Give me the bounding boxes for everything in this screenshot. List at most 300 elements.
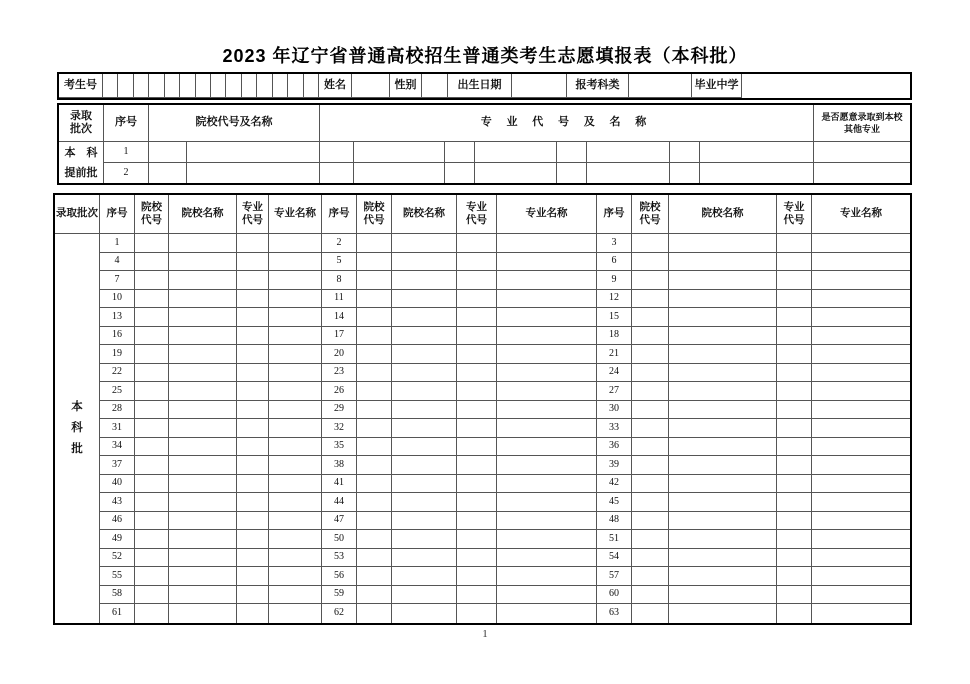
input-cell	[812, 549, 910, 568]
seq-cell: 61	[100, 604, 135, 623]
input-cell	[357, 567, 392, 586]
input-cell	[812, 567, 910, 586]
input-cell	[475, 142, 557, 163]
input-cell	[497, 586, 597, 605]
seq-cell: 36	[597, 438, 632, 457]
input-cell	[392, 308, 457, 327]
input-cell	[632, 234, 669, 253]
early-batch-label: 本 科 提前批	[59, 142, 104, 183]
input-cell	[135, 419, 169, 438]
input-cell	[357, 290, 392, 309]
input-cell	[812, 327, 910, 346]
input-cell	[669, 419, 777, 438]
seq-cell: 14	[322, 308, 357, 327]
seq-cell: 29	[322, 401, 357, 420]
input-cell	[357, 549, 392, 568]
input-cell	[632, 493, 669, 512]
input-cell	[357, 475, 392, 494]
input-cell	[777, 382, 812, 401]
input-cell	[777, 327, 812, 346]
input-cell	[357, 512, 392, 531]
input-cell	[445, 142, 475, 163]
seq-header: 序号	[104, 105, 149, 142]
seq-cell: 39	[597, 456, 632, 475]
inst-code-header: 院校 代号	[135, 195, 169, 234]
input-cell	[669, 290, 777, 309]
inst-name-header: 院校名称	[392, 195, 457, 234]
input-cell	[392, 253, 457, 272]
input-cell	[812, 456, 910, 475]
input-cell	[269, 345, 322, 364]
input-cell	[632, 327, 669, 346]
seq-cell: 38	[322, 456, 357, 475]
input-cell	[169, 419, 237, 438]
seq-cell: 24	[597, 364, 632, 383]
candidate-no-label: 考生号	[59, 74, 103, 98]
seq-cell: 52	[100, 549, 135, 568]
school-label: 毕业中学	[692, 74, 742, 98]
seq-cell: 22	[100, 364, 135, 383]
input-cell	[392, 327, 457, 346]
candidate-no-box	[165, 74, 180, 97]
input-cell	[135, 327, 169, 346]
seq-cell: 56	[322, 567, 357, 586]
input-cell	[777, 419, 812, 438]
input-cell	[812, 234, 910, 253]
candidate-info-table	[57, 72, 912, 100]
inst-name-header: 院校名称	[669, 195, 777, 234]
input-cell	[392, 512, 457, 531]
input-cell	[237, 549, 269, 568]
seq-cell: 57	[597, 567, 632, 586]
seq-cell: 1	[100, 234, 135, 253]
input-cell	[632, 401, 669, 420]
seq-cell: 58	[100, 586, 135, 605]
birthdate-field	[512, 74, 567, 98]
input-cell	[669, 308, 777, 327]
input-cell	[357, 253, 392, 272]
input-cell	[135, 271, 169, 290]
input-cell	[269, 456, 322, 475]
input-cell	[457, 586, 497, 605]
seq-cell: 47	[322, 512, 357, 531]
seq-cell: 31	[100, 419, 135, 438]
input-cell	[632, 512, 669, 531]
seq-cell: 25	[100, 382, 135, 401]
input-cell	[169, 345, 237, 364]
input-cell	[632, 586, 669, 605]
input-cell	[457, 345, 497, 364]
input-cell	[357, 586, 392, 605]
input-cell	[632, 271, 669, 290]
input-cell	[812, 290, 910, 309]
input-cell	[457, 530, 497, 549]
form-title: 2023 年辽宁省普通高校招生普通类考生志愿填报表（本科批）	[222, 46, 748, 66]
input-cell	[237, 308, 269, 327]
input-cell	[357, 234, 392, 253]
input-cell	[392, 456, 457, 475]
input-cell	[812, 493, 910, 512]
inst-code-header: 院校 代号	[357, 195, 392, 234]
input-cell	[812, 364, 910, 383]
input-cell	[777, 512, 812, 531]
input-cell	[169, 308, 237, 327]
major-code-header: 专业 代号	[237, 195, 269, 234]
input-cell	[169, 327, 237, 346]
seq-cell: 40	[100, 475, 135, 494]
batch-header: 录取 批次	[59, 105, 104, 142]
birthdate-label: 出生日期	[448, 74, 512, 98]
input-cell	[700, 142, 814, 163]
candidate-no-box	[288, 74, 303, 97]
input-cell	[269, 549, 322, 568]
input-cell	[169, 271, 237, 290]
input-cell	[392, 586, 457, 605]
input-cell	[269, 567, 322, 586]
seq-cell: 59	[322, 586, 357, 605]
input-cell	[777, 438, 812, 457]
input-cell	[497, 604, 597, 623]
input-cell	[169, 364, 237, 383]
input-cell	[169, 253, 237, 272]
input-cell	[457, 327, 497, 346]
input-cell	[812, 419, 910, 438]
major-name-header: 专业名称	[497, 195, 597, 234]
input-cell	[357, 345, 392, 364]
input-cell	[169, 290, 237, 309]
input-cell	[777, 401, 812, 420]
seq-cell: 33	[597, 419, 632, 438]
input-cell	[135, 234, 169, 253]
input-cell	[169, 530, 237, 549]
candidate-no-box	[180, 74, 195, 97]
input-cell	[632, 438, 669, 457]
seq-cell: 32	[322, 419, 357, 438]
input-cell	[169, 382, 237, 401]
input-cell	[169, 567, 237, 586]
input-cell	[777, 549, 812, 568]
input-cell	[812, 530, 910, 549]
candidate-no-box	[134, 74, 149, 97]
input-cell	[269, 586, 322, 605]
input-cell	[135, 456, 169, 475]
input-cell	[777, 493, 812, 512]
input-cell	[392, 419, 457, 438]
input-cell	[812, 438, 910, 457]
input-cell	[497, 512, 597, 531]
input-cell	[169, 512, 237, 531]
input-cell	[812, 271, 910, 290]
seq-cell: 42	[597, 475, 632, 494]
input-cell	[777, 475, 812, 494]
input-cell	[587, 142, 670, 163]
seq-cell: 51	[597, 530, 632, 549]
input-cell	[135, 364, 169, 383]
input-cell	[457, 271, 497, 290]
input-cell	[269, 419, 322, 438]
input-cell	[135, 290, 169, 309]
input-cell	[135, 530, 169, 549]
input-cell	[777, 586, 812, 605]
input-cell	[669, 271, 777, 290]
category-label: 报考科类	[567, 74, 629, 98]
input-cell	[357, 327, 392, 346]
gender-label: 性别	[390, 74, 422, 98]
input-cell	[135, 512, 169, 531]
input-cell	[497, 567, 597, 586]
input-cell	[237, 586, 269, 605]
input-cell	[237, 438, 269, 457]
input-cell	[497, 549, 597, 568]
category-field	[629, 74, 692, 98]
seq-cell: 5	[322, 253, 357, 272]
input-cell	[812, 308, 910, 327]
input-cell	[669, 493, 777, 512]
input-cell	[149, 142, 187, 163]
seq-cell: 27	[597, 382, 632, 401]
seq-cell: 48	[597, 512, 632, 531]
input-cell	[669, 438, 777, 457]
seq-cell: 7	[100, 271, 135, 290]
input-cell	[269, 327, 322, 346]
seq-cell: 63	[597, 604, 632, 623]
input-cell	[457, 290, 497, 309]
input-cell	[354, 163, 445, 184]
input-cell	[237, 512, 269, 531]
input-cell	[169, 475, 237, 494]
input-cell	[135, 549, 169, 568]
input-cell	[632, 456, 669, 475]
seq-cell: 55	[100, 567, 135, 586]
input-cell	[357, 401, 392, 420]
input-cell	[135, 253, 169, 272]
input-cell	[269, 234, 322, 253]
input-cell	[357, 364, 392, 383]
input-cell	[669, 456, 777, 475]
input-cell	[135, 493, 169, 512]
seq-cell: 62	[322, 604, 357, 623]
seq-cell: 53	[322, 549, 357, 568]
seq-header: 序号	[322, 195, 357, 234]
seq-cell: 46	[100, 512, 135, 531]
input-cell	[457, 364, 497, 383]
input-cell	[812, 401, 910, 420]
seq-cell: 50	[322, 530, 357, 549]
input-cell	[669, 512, 777, 531]
input-cell	[812, 512, 910, 531]
input-cell	[392, 401, 457, 420]
input-cell	[814, 142, 910, 163]
input-cell	[392, 382, 457, 401]
input-cell	[135, 475, 169, 494]
major-code-header: 专业 代号	[777, 195, 812, 234]
seq-cell: 4	[100, 253, 135, 272]
input-cell	[497, 308, 597, 327]
input-cell	[392, 604, 457, 623]
input-cell	[269, 382, 322, 401]
input-cell	[237, 456, 269, 475]
input-cell	[669, 549, 777, 568]
candidate-no-box	[149, 74, 164, 97]
input-cell	[237, 419, 269, 438]
input-cell	[812, 345, 910, 364]
seq-cell: 16	[100, 327, 135, 346]
input-cell	[497, 382, 597, 401]
candidate-no-box	[196, 74, 211, 97]
input-cell	[557, 142, 587, 163]
seq-cell: 17	[322, 327, 357, 346]
input-cell	[357, 271, 392, 290]
input-cell	[269, 438, 322, 457]
input-cell	[135, 308, 169, 327]
candidate-no-box	[257, 74, 272, 97]
input-cell	[135, 604, 169, 623]
input-cell	[169, 234, 237, 253]
input-cell	[237, 290, 269, 309]
input-cell	[392, 530, 457, 549]
input-cell	[237, 604, 269, 623]
school-field	[742, 74, 910, 98]
input-cell	[135, 438, 169, 457]
input-cell	[457, 419, 497, 438]
input-cell	[587, 163, 670, 184]
input-cell	[169, 401, 237, 420]
candidate-no-boxes	[103, 74, 319, 98]
input-cell	[357, 382, 392, 401]
input-cell	[392, 549, 457, 568]
input-cell	[457, 475, 497, 494]
input-cell	[632, 308, 669, 327]
input-cell	[457, 382, 497, 401]
input-cell	[777, 456, 812, 475]
major-name-header: 专业名称	[812, 195, 910, 234]
input-cell	[135, 401, 169, 420]
input-cell	[669, 586, 777, 605]
input-cell	[669, 364, 777, 383]
input-cell	[632, 549, 669, 568]
seq-cell: 2	[104, 163, 149, 184]
input-cell	[320, 142, 354, 163]
candidate-no-box	[242, 74, 257, 97]
input-cell	[269, 401, 322, 420]
major-code-header: 专业 代号	[457, 195, 497, 234]
input-cell	[392, 493, 457, 512]
input-cell	[187, 142, 320, 163]
input-cell	[669, 401, 777, 420]
input-cell	[777, 604, 812, 623]
input-cell	[237, 327, 269, 346]
inst-name-header: 院校名称	[169, 195, 237, 234]
seq-cell: 35	[322, 438, 357, 457]
batch-vertical-label: 本 科 批	[55, 234, 100, 623]
input-cell	[497, 271, 597, 290]
input-cell	[812, 586, 910, 605]
input-cell	[632, 290, 669, 309]
input-cell	[237, 253, 269, 272]
input-cell	[777, 234, 812, 253]
input-cell	[237, 401, 269, 420]
seq-cell: 45	[597, 493, 632, 512]
seq-cell: 30	[597, 401, 632, 420]
input-cell	[457, 253, 497, 272]
input-cell	[269, 253, 322, 272]
input-cell	[497, 253, 597, 272]
input-cell	[135, 586, 169, 605]
input-cell	[269, 493, 322, 512]
candidate-no-box	[118, 74, 133, 97]
input-cell	[135, 345, 169, 364]
input-cell	[669, 530, 777, 549]
input-cell	[497, 364, 597, 383]
page-number: 1	[482, 628, 488, 640]
input-cell	[497, 419, 597, 438]
input-cell	[237, 567, 269, 586]
input-cell	[669, 234, 777, 253]
input-cell	[457, 493, 497, 512]
input-cell	[777, 290, 812, 309]
candidate-no-box	[273, 74, 288, 97]
input-cell	[777, 530, 812, 549]
input-cell	[669, 345, 777, 364]
seq-cell: 13	[100, 308, 135, 327]
input-cell	[269, 512, 322, 531]
input-cell	[457, 401, 497, 420]
input-cell	[497, 456, 597, 475]
input-cell	[669, 382, 777, 401]
input-cell	[269, 271, 322, 290]
inst-code-header: 院校 代号	[632, 195, 669, 234]
input-cell	[632, 475, 669, 494]
seq-cell: 28	[100, 401, 135, 420]
seq-cell: 44	[322, 493, 357, 512]
candidate-no-box	[304, 74, 318, 97]
input-cell	[497, 530, 597, 549]
input-cell	[777, 345, 812, 364]
seq-cell: 49	[100, 530, 135, 549]
input-cell	[814, 163, 910, 184]
input-cell	[237, 530, 269, 549]
input-cell	[777, 253, 812, 272]
input-cell	[777, 308, 812, 327]
input-cell	[632, 419, 669, 438]
input-cell	[670, 163, 700, 184]
seq-cell: 1	[104, 142, 149, 163]
input-cell	[237, 364, 269, 383]
input-cell	[497, 234, 597, 253]
input-cell	[169, 549, 237, 568]
seq-cell: 8	[322, 271, 357, 290]
input-cell	[812, 604, 910, 623]
input-cell	[169, 493, 237, 512]
seq-cell: 10	[100, 290, 135, 309]
input-cell	[457, 456, 497, 475]
input-cell	[392, 475, 457, 494]
input-cell	[237, 475, 269, 494]
input-cell	[357, 308, 392, 327]
input-cell	[357, 604, 392, 623]
input-cell	[632, 604, 669, 623]
input-cell	[392, 271, 457, 290]
input-cell	[812, 253, 910, 272]
input-cell	[357, 438, 392, 457]
seq-cell: 15	[597, 308, 632, 327]
input-cell	[392, 567, 457, 586]
input-cell	[169, 438, 237, 457]
input-cell	[135, 382, 169, 401]
input-cell	[497, 438, 597, 457]
input-cell	[269, 308, 322, 327]
input-cell	[457, 512, 497, 531]
